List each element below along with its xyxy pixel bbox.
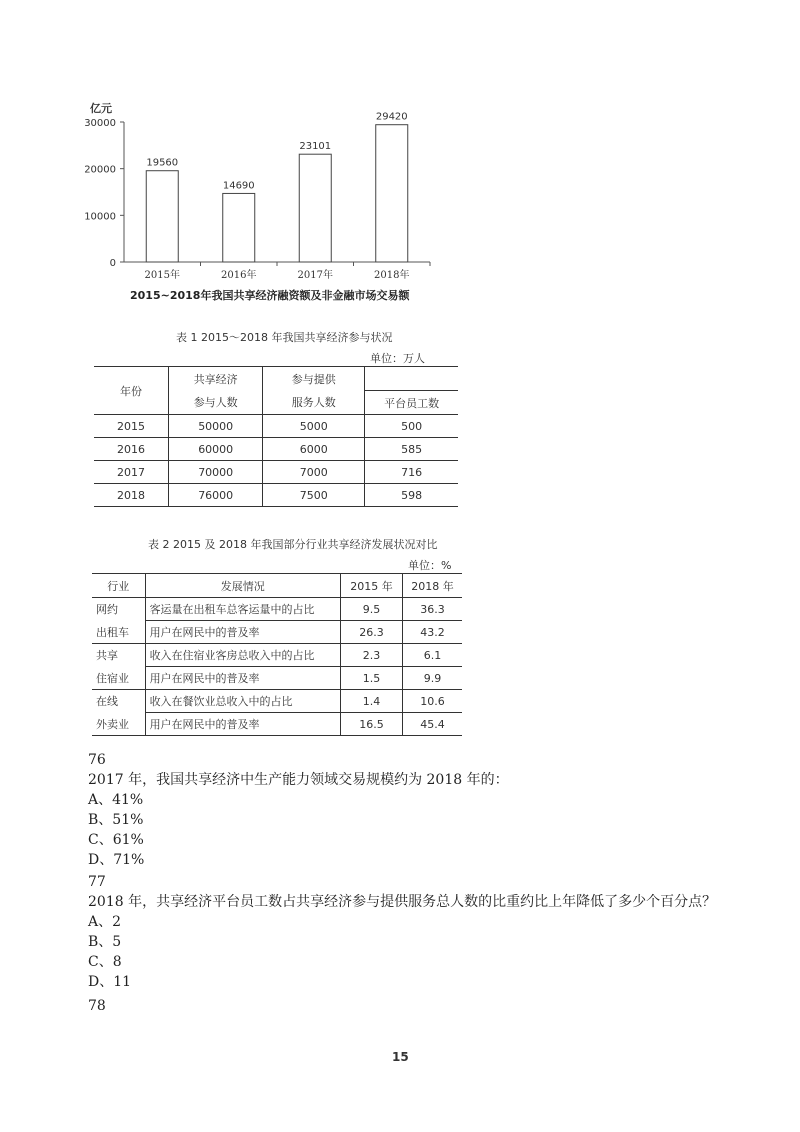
question-stem: 2018 年，共享经济平台员工数占共享经济参与提供服务总人数的比重约比上年降低了多少个百分点？ xyxy=(88,894,717,910)
y-tick-label: 30000 xyxy=(84,118,116,129)
table1-title: 表 1 2015～2018 年我国共享经济参与状况 xyxy=(176,331,393,344)
table1-header-platform: 平台员工数 xyxy=(365,391,458,415)
page-number: 15 xyxy=(392,1050,409,1064)
question-78-number: 78 xyxy=(88,998,106,1014)
option-d: D、11 xyxy=(88,974,132,990)
data-label: 19560 xyxy=(146,157,179,169)
chart-caption: 2015~2018年我国共享经济融资额及非金融市场交易额 xyxy=(130,289,410,302)
question-76 xyxy=(88,750,509,870)
table-row: 住宿业 用户在网民中的普及率 1.5 9.9 xyxy=(92,667,462,690)
table2-header-2015: 2015 年 xyxy=(341,574,403,598)
table1-unit: 单位：万人 xyxy=(370,352,425,365)
option-b: B、51% xyxy=(88,812,144,828)
table1-header-providers-l1: 参与提供 xyxy=(263,367,365,391)
table-row: 2016 60000 6000 585 xyxy=(94,438,458,461)
x-tick-label: 2016年 xyxy=(221,270,257,281)
table-row: 在线 收入在餐饮业总收入中的占比 1.4 10.6 xyxy=(92,690,462,713)
table1 xyxy=(94,366,458,507)
x-tick-label: 2018年 xyxy=(374,270,410,281)
bar xyxy=(146,171,178,262)
option-a: A、2 xyxy=(88,914,122,930)
question-number: 76 xyxy=(88,752,106,768)
y-unit-label: 亿元 xyxy=(90,102,112,115)
table1-header-participants-l2: 参与人数 xyxy=(168,391,262,415)
y-tick-label: 10000 xyxy=(84,211,116,223)
table2-title: 表 2 2015 及 2018 年我国部分行业共享经济发展状况对比 xyxy=(148,538,438,551)
table2-unit: 单位：% xyxy=(408,559,452,572)
bar xyxy=(223,193,255,262)
table-row: 2015 50000 5000 500 xyxy=(94,415,458,438)
option-d: D、71% xyxy=(88,852,145,868)
table2 xyxy=(92,573,462,736)
table1-header-providers-l2: 服务人数 xyxy=(263,391,365,415)
option-c: C、8 xyxy=(88,954,122,970)
bar xyxy=(376,125,408,262)
question-number: 77 xyxy=(88,874,106,890)
bar-chart xyxy=(60,100,460,300)
question-stem: 2017 年，我国共享经济中生产能力领域交易规模约为 2018 年的： xyxy=(88,772,509,788)
bar xyxy=(299,154,331,262)
data-label: 14690 xyxy=(222,180,255,192)
x-tick-label: 2015年 xyxy=(144,270,180,281)
table2-header-2018: 2018 年 xyxy=(402,574,462,598)
table-row: 共享 收入在住宿业客房总收入中的占比 2.3 6.1 xyxy=(92,644,462,667)
table-row: 2018 76000 7500 598 xyxy=(94,484,458,507)
option-b: B、5 xyxy=(88,934,122,950)
question-77 xyxy=(88,872,778,992)
table-row: 外卖业 用户在网民中的普及率 16.5 45.4 xyxy=(92,713,462,736)
table1-header-year: 年份 xyxy=(94,367,168,415)
option-a: A、41% xyxy=(88,792,144,808)
table-row: 网约 客运量在出租车总客运量中的占比 9.5 36.3 xyxy=(92,598,462,621)
option-c: C、61% xyxy=(88,832,144,848)
table-row: 2017 70000 7000 716 xyxy=(94,461,458,484)
data-label: 29420 xyxy=(375,111,408,123)
y-tick-label: 20000 xyxy=(84,164,116,176)
y-tick-label: 0 xyxy=(109,258,116,269)
table2-header-industry: 行业 xyxy=(92,574,145,598)
table1-header-participants-l1: 共享经济 xyxy=(168,367,262,391)
table2-header-status: 发展情况 xyxy=(145,574,340,598)
table-row: 出租车 用户在网民中的普及率 26.3 43.2 xyxy=(92,621,462,644)
data-label: 23101 xyxy=(299,141,332,153)
x-tick-label: 2017年 xyxy=(297,270,333,281)
